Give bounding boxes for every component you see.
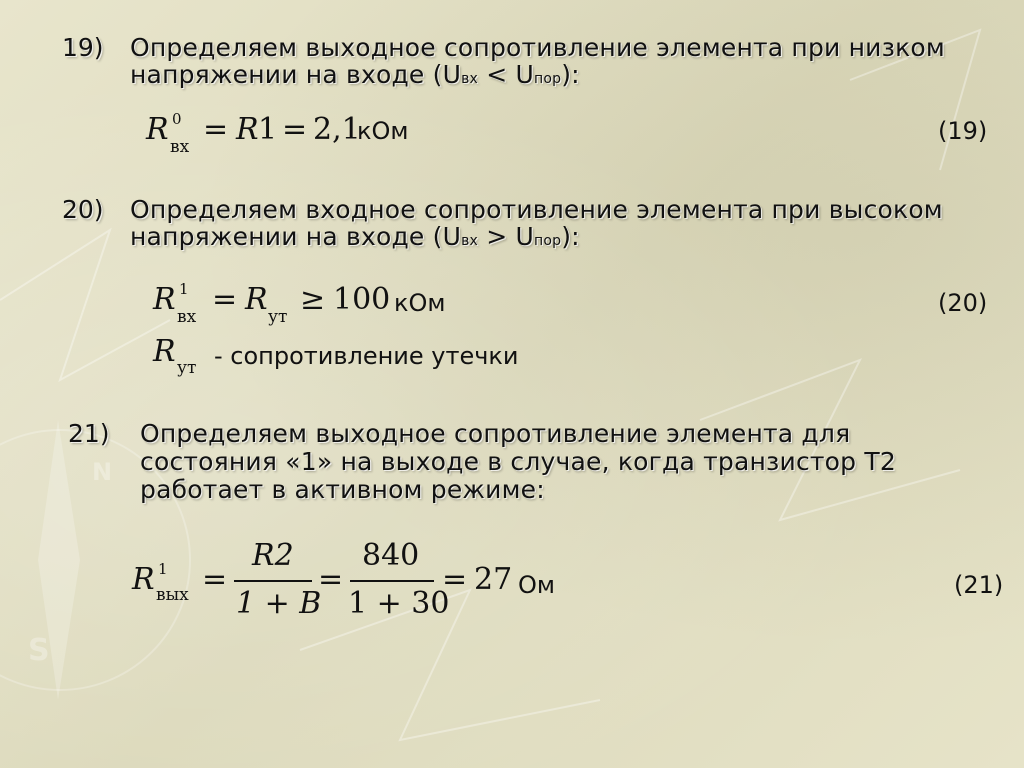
formula-symbol: R bbox=[146, 112, 169, 147]
formula-subscript: вых bbox=[156, 585, 189, 605]
formula-superscript: 0 bbox=[172, 110, 182, 128]
item-number: 21) bbox=[68, 419, 110, 448]
formula-value: 2,1 bbox=[313, 112, 361, 147]
note-text: - сопротивление утечки bbox=[214, 342, 519, 370]
equation-number: (21) bbox=[954, 571, 1004, 599]
formula-subscript: вх bbox=[177, 307, 197, 327]
formula-equals: = bbox=[202, 562, 228, 597]
formula-value: 27 bbox=[474, 562, 513, 597]
item-text-line2: напряжении на входе (Uвх < Uпор): bbox=[130, 60, 580, 89]
item-text-line1: Определяем выходное сопротивление элемента при низком bbox=[130, 33, 945, 62]
svg-text:S: S bbox=[28, 633, 50, 668]
formula-equals: = bbox=[442, 562, 468, 597]
item-text-line3: работает в активном режиме: bbox=[140, 475, 545, 504]
formula-r1-number: 1 bbox=[258, 112, 278, 147]
item-number: 20) bbox=[62, 195, 104, 224]
fraction2-denominator: 1 + 30 bbox=[348, 586, 450, 621]
fraction1-bar bbox=[234, 580, 312, 582]
formula-symbol: R bbox=[132, 562, 155, 597]
formula-symbol: R bbox=[153, 282, 176, 317]
formula-subscript: вх bbox=[170, 137, 190, 157]
formula-equals: = bbox=[282, 112, 308, 147]
formula-geq: ≥ bbox=[300, 282, 326, 317]
equation-number: (19) bbox=[938, 117, 988, 145]
formula-value: 100 bbox=[333, 282, 391, 317]
formula-superscript: 1 bbox=[179, 280, 189, 298]
item-number: 19) bbox=[62, 33, 104, 62]
item-text-line1: Определяем входное сопротивление элемента при высоком bbox=[130, 195, 943, 224]
formula-superscript: 1 bbox=[158, 560, 168, 578]
formula-equals: = bbox=[212, 282, 238, 317]
fraction1-numerator: R2 bbox=[252, 538, 294, 573]
item-text-line1: Определяем выходное сопротивление элемента для bbox=[140, 419, 851, 448]
item-text-line2: напряжении на входе (Uвх > Uпор): bbox=[130, 222, 580, 251]
formula-unit: Ом bbox=[518, 571, 555, 599]
fraction2-numerator: 840 bbox=[362, 538, 420, 573]
formula-unit: кОм bbox=[394, 289, 446, 317]
note-symbol: R bbox=[153, 334, 176, 369]
note-subscript: ут bbox=[177, 358, 197, 378]
equation-number: (20) bbox=[938, 289, 988, 317]
fraction2-bar bbox=[350, 580, 434, 582]
formula-r1-symbol: R bbox=[236, 112, 259, 147]
item-text-line2: состояния «1» на выходе в случае, когда транзистор Т2 bbox=[140, 447, 896, 476]
formula-r-subscript: ут bbox=[268, 307, 288, 327]
formula-unit: кОм bbox=[357, 117, 409, 145]
formula-equals: = bbox=[203, 112, 229, 147]
formula-r-symbol: R bbox=[245, 282, 268, 317]
fraction1-denominator: 1 + B bbox=[236, 586, 322, 621]
formula-equals: = bbox=[318, 562, 344, 597]
svg-text:N: N bbox=[92, 458, 113, 486]
